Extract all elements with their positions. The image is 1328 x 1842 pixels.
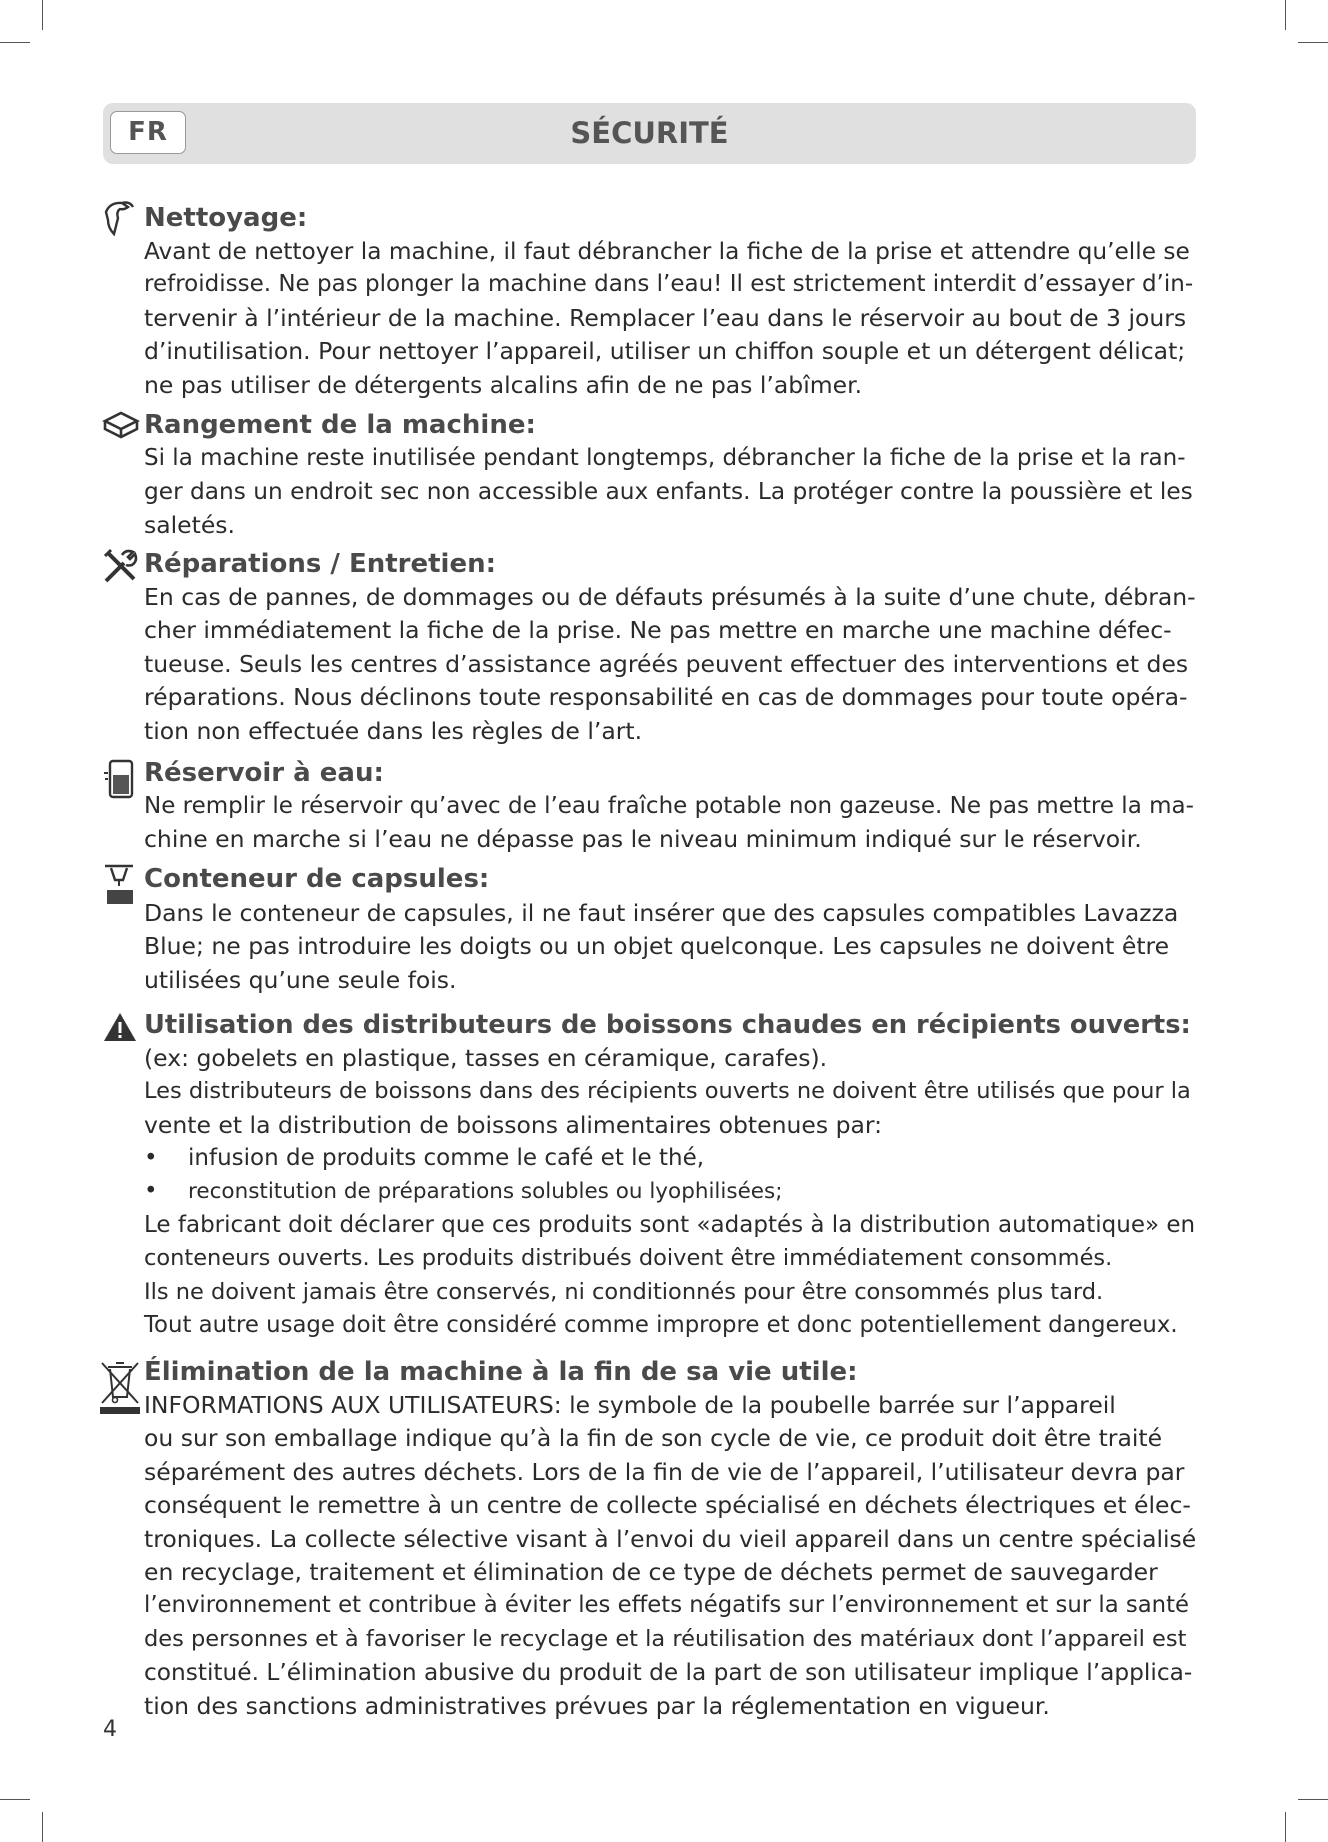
text-line: vente et la distribution de boissons alimentaires obtenues par: <box>144 1110 883 1139</box>
text-line: tervenir à l’intérieur de la machine. Remplacer l’eau dans le réservoir au bout de 3 jours <box>144 303 1187 332</box>
paragraph-cleaning <box>144 235 1196 402</box>
text-line: saletés. <box>144 510 236 539</box>
text-line: en recyclage, traitement et élimination de ce type de déchets permet de sauvegarder <box>144 1558 1158 1587</box>
text-line: Ne remplir le réservoir qu’avec de l’eau fraîche potable non gazeuse. Ne pas mettre la ma- <box>144 793 1194 819</box>
bullet-symbol: • <box>144 1145 158 1171</box>
bullet-symbol: • <box>144 1178 158 1204</box>
capsule-container-icon <box>101 862 141 910</box>
text-line: d’inutilisation. Pour nettoyer l’appareil, utiliser un chiffon souple et un détergent délicat; <box>144 337 1186 366</box>
text-line: (ex: gobelets en plastique, tasses en céramique, carafes). <box>144 1044 828 1072</box>
text-line: Le fabricant doit déclarer que ces produits sont «adaptés à la distribution automatique» en <box>144 1212 1196 1238</box>
text-line: l’environnement et contribue à éviter les effets négatifs sur l’environnement et sur la santé <box>144 1592 1189 1619</box>
list-item-text: reconstitution de préparations solubles ou lyophilisées; <box>188 1179 783 1204</box>
heading-disposal: Élimination de la machine à la fin de sa vie utile: <box>144 1357 858 1387</box>
heading-capsules: Conteneur de capsules: <box>144 864 490 894</box>
text-line: ou sur son emballage indique qu’à la fin de son cycle de vie, ce produit doit être traité <box>144 1424 1163 1453</box>
text-line: INFORMATIONS AUX UTILISATEURS: le symbole de la poubelle barrée sur l’appareil <box>144 1391 1116 1419</box>
language-badge: FR <box>110 111 186 154</box>
text-line: refroidisse. Ne pas plonger la machine dans l’eau! Il est strictement interdit d’essayer d’in- <box>144 271 1194 298</box>
text-line: Tout autre usage doit être considéré comme impropre et donc potentiellement dangereux. <box>144 1312 1178 1339</box>
text-line: tueuse. Seuls les centres d’assistance agréés peuvent effectuer des interventions et des <box>144 649 1189 678</box>
text-line: tion des sanctions administratives prévues par la réglementation en vigueur. <box>144 1691 1050 1720</box>
text-line: troniques. La collecte sélective visant à l’envoi du vieil appareil dans un centre spécialisé <box>144 1524 1197 1553</box>
paragraph-distributors-intro <box>144 1042 1196 1142</box>
storage-box-icon <box>101 407 141 447</box>
heading-distributors: Utilisation des distributeurs de boissons chaudes en récipients ouverts: <box>144 1010 1191 1040</box>
text-line: ger dans un endroit sec non accessible aux enfants. La protéger contre la poussière et les <box>144 478 1193 506</box>
tools-icon <box>100 547 140 587</box>
text-line: ne pas utiliser de détergents alcalins afin de ne pas l’abîmer. <box>144 370 863 399</box>
text-line: conteneurs ouverts. Les produits distribués doivent être immédiatement consommés. <box>144 1245 1113 1272</box>
page-title: SÉCURITÉ <box>570 116 729 150</box>
text-line: utilisées qu’une seule fois. <box>144 965 457 994</box>
text-line: constitué. L’élimination abusive du produit de la part de son utilisateur implique l’applica- <box>144 1659 1193 1687</box>
paragraph-distributors-outro <box>144 1209 1196 1343</box>
paragraph-tank <box>144 790 1196 857</box>
text-line: conséquent le remettre à un centre de collecte spécialisé en déchets électriques et élec- <box>144 1491 1191 1520</box>
text-line: Dans le conteneur de capsules, il ne faut insérer que des capsules compatibles Lavazza <box>144 899 1179 927</box>
heading-repairs: Réparations / Entretien: <box>144 549 497 579</box>
text-line: cher immédiatement la fiche de la prise. Ne pas mettre en marche une machine défec- <box>144 616 1172 645</box>
text-line: des personnes et à favoriser le recyclage et la réutilisation des matériaux dont l’appareil est <box>144 1625 1187 1652</box>
paragraph-repairs <box>144 581 1196 748</box>
text-line: Si la machine reste inutilisée pendant longtemps, débrancher la fiche de la prise et la ran- <box>144 445 1186 471</box>
heading-tank: Réservoir à eau: <box>144 758 384 788</box>
text-line: Les distributeurs de boissons dans des récipients ouverts ne doivent être utilisés que pour la <box>144 1078 1191 1105</box>
paragraph-storage <box>144 442 1196 542</box>
paragraph-capsules <box>144 897 1196 997</box>
text-line: En cas de pannes, de dommages ou de défauts présumés à la suite d’une chute, débran- <box>144 583 1196 611</box>
water-tank-icon <box>100 757 140 801</box>
text-line: séparément des autres déchets. Lors de la fin de vie de l’appareil, l’utilisateur devra par <box>144 1457 1185 1486</box>
cleaning-hand-icon <box>100 198 140 238</box>
warning-triangle-icon <box>102 1009 142 1049</box>
heading-storage: Rangement de la machine: <box>144 410 536 440</box>
page-number: 4 <box>103 1717 117 1742</box>
heading-cleaning: Nettoyage: <box>144 203 308 233</box>
text-line: chine en marche si l’eau ne dépasse pas le niveau minimum indiqué sur le réservoir. <box>144 825 1142 854</box>
text-line: Avant de nettoyer la machine, il faut débrancher la fiche de la prise et attendre qu’elle se <box>144 238 1190 265</box>
crossed-bin-icon <box>98 1357 142 1417</box>
paragraph-disposal <box>144 1389 1196 1723</box>
text-line: Blue; ne pas introduire les doigts ou un objet quelconque. Les capsules ne doivent être <box>144 932 1170 961</box>
text-line: tion non effectuée dans les règles de l’art. <box>144 716 643 745</box>
text-line: réparations. Nous déclinons toute responsabilité en cas de dommages pour toute opéra- <box>144 683 1188 712</box>
text-line: Ils ne doivent jamais être conservés, ni conditionnés pour être consommés plus tard. <box>144 1278 1104 1305</box>
list-item-text: infusion de produits comme le café et le thé, <box>188 1145 705 1171</box>
